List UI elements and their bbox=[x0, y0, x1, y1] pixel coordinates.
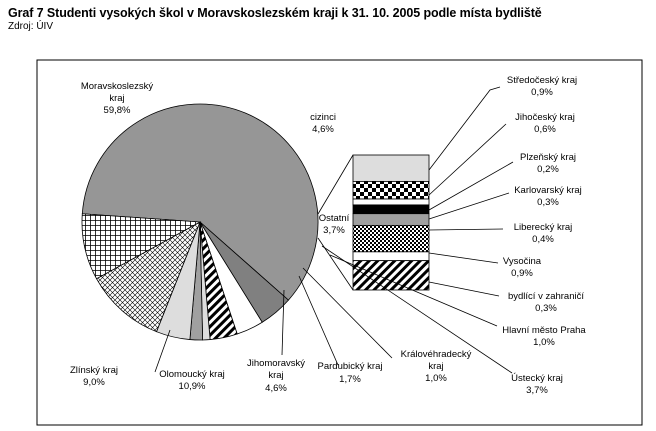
label-zahranici-name: bydlící v zahraničí bbox=[507, 291, 585, 302]
label-olomoucky-value: 10,9% bbox=[178, 381, 206, 392]
label-jihocesky-name: Jihočeský kraj bbox=[515, 112, 575, 123]
label-moravskoslezsky-name-1: Moravskoslezský bbox=[80, 81, 154, 92]
label-moravskoslezsky-name-2: kraj bbox=[109, 93, 125, 104]
label-ustecky-value: 3,7% bbox=[526, 385, 548, 396]
bar-segment-5 bbox=[353, 225, 429, 251]
bar-segment-4 bbox=[353, 214, 429, 226]
label-liberecky-name: Liberecký kraj bbox=[513, 222, 573, 233]
label-plzensky-name: Plzeňský kraj bbox=[520, 152, 576, 163]
label-kralovehradecky-name-1: Královéhradecký bbox=[400, 349, 472, 360]
label-cizinci-value: 4,6% bbox=[312, 124, 334, 135]
label-ostatni-name: Ostatní bbox=[318, 213, 350, 224]
label-liberecky-value: 0,4% bbox=[532, 234, 554, 245]
label-pardubicky-name: Pardubický kraj bbox=[317, 361, 383, 372]
label-stredocesky-name: Středočeský kraj bbox=[506, 75, 578, 86]
label-stredocesky-value: 0,9% bbox=[531, 87, 553, 98]
label-moravskoslezsky-value: 59,8% bbox=[103, 105, 131, 116]
label-ustecky-name: Ústecký kraj bbox=[511, 373, 563, 384]
label-praha-name: Hlavní město Praha bbox=[502, 325, 586, 336]
bar-segment-0 bbox=[353, 155, 429, 181]
bar-segment-2 bbox=[353, 199, 429, 205]
pie-slices bbox=[82, 104, 318, 340]
label-pardubicky-value: 1,7% bbox=[339, 374, 361, 385]
label-cizinci-name: cizinci bbox=[310, 112, 336, 123]
label-zlinsky-value: 9,0% bbox=[83, 377, 105, 388]
bar-segment-3 bbox=[353, 205, 429, 214]
bar-segment-7 bbox=[353, 261, 429, 290]
chart-source: Zdroj: ÚIV bbox=[8, 21, 54, 32]
label-plzensky-value: 0,2% bbox=[537, 164, 559, 175]
label-jihomoravsky-value: 4,6% bbox=[265, 383, 287, 394]
label-zlinsky-name: Zlínský kraj bbox=[69, 365, 119, 376]
label-jihomoravsky-name-1: Jihomoravský bbox=[246, 358, 306, 369]
bar-segment-1 bbox=[353, 181, 429, 199]
label-vysocina-name: Vysočina bbox=[502, 256, 542, 267]
label-kralovehradecky-value: 1,0% bbox=[425, 373, 447, 384]
label-karlovarsky-name: Karlovarský kraj bbox=[514, 185, 582, 196]
label-ostatni-value: 3,7% bbox=[323, 225, 345, 236]
label-jihocesky-value: 0,6% bbox=[534, 124, 556, 135]
label-olomoucky-name: Olomoucký kraj bbox=[159, 369, 225, 380]
label-kralovehradecky-name-2: kraj bbox=[428, 361, 444, 372]
label-zahranici-value: 0,3% bbox=[535, 303, 557, 314]
bar-segment-6 bbox=[353, 252, 429, 261]
label-jihomoravsky-name-2: kraj bbox=[268, 370, 284, 381]
label-karlovarsky-value: 0,3% bbox=[537, 197, 559, 208]
label-vysocina-value: 0,9% bbox=[511, 268, 533, 279]
chart-title: Graf 7 Studenti vysokých škol v Moravskoslezském kraji k 31. 10. 2005 podle místa bydliště bbox=[8, 6, 542, 20]
label-praha-value: 1,0% bbox=[533, 337, 555, 348]
